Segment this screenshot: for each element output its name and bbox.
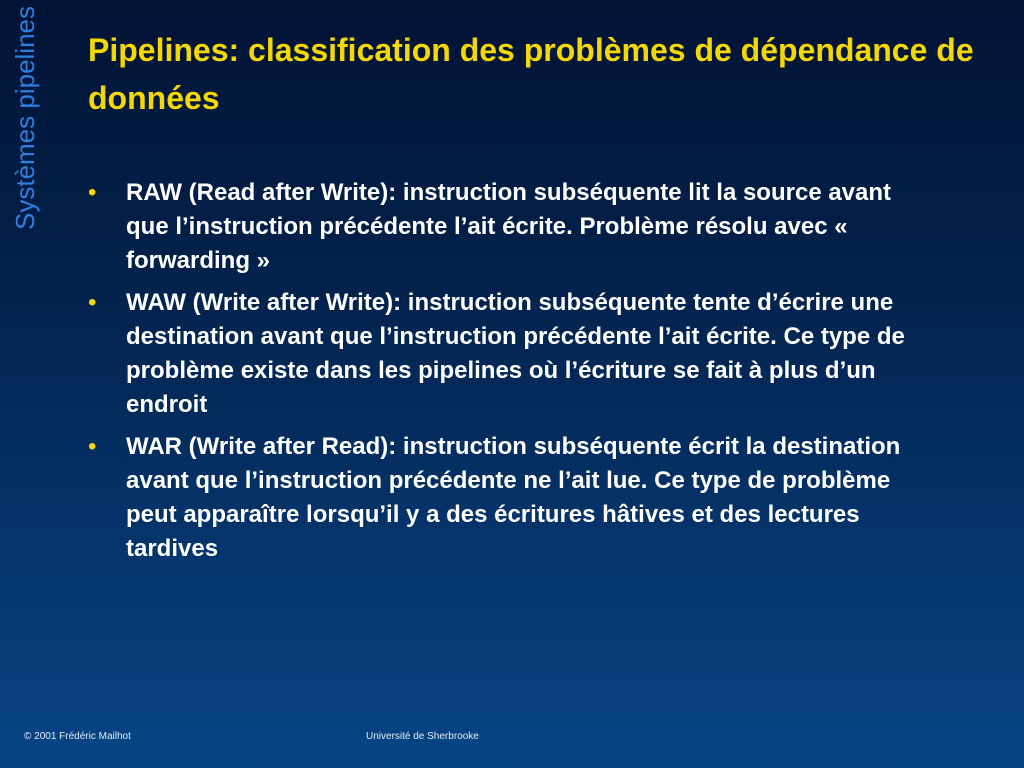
bullet-text-raw: RAW (Read after Write): instruction subséquente lit la source avant que l’instruction précédente l’ait écrite. Problème résolu avec « forwarding » (126, 179, 892, 274)
bullet-icon: • (88, 289, 97, 316)
bullet-icon: • (88, 433, 97, 460)
slide-title: Pipelines: classification des problèmes de dépendance de données (88, 32, 974, 116)
bullet-icon: • (88, 179, 97, 206)
footer-university: Université de Sherbrooke (366, 731, 479, 742)
bullet-waw (88, 286, 928, 422)
side-title: Systèmes pipelines (10, 6, 40, 230)
bullet-text-war: WAR (Write after Read): instruction subséquente écrit la destination avant que l’instruction précédente ne l’ait lue. Ce type de problème peut apparaître lorsqu’il y a des écritures hâtives et des lectures tardives (126, 433, 901, 562)
bullet-list (88, 176, 928, 574)
footer-copyright: © 2001 Frédéric Mailhot (24, 731, 131, 742)
bullet-war (88, 430, 928, 566)
bullet-raw (88, 176, 928, 278)
bullet-text-waw: WAW (Write after Write): instruction subséquente tente d’écrire une destination avant que l’instruction précédente l’ait écrite. Ce type de problème existe dans les pipelines où l’écriture se fait à plus d’un endroit (126, 289, 905, 418)
